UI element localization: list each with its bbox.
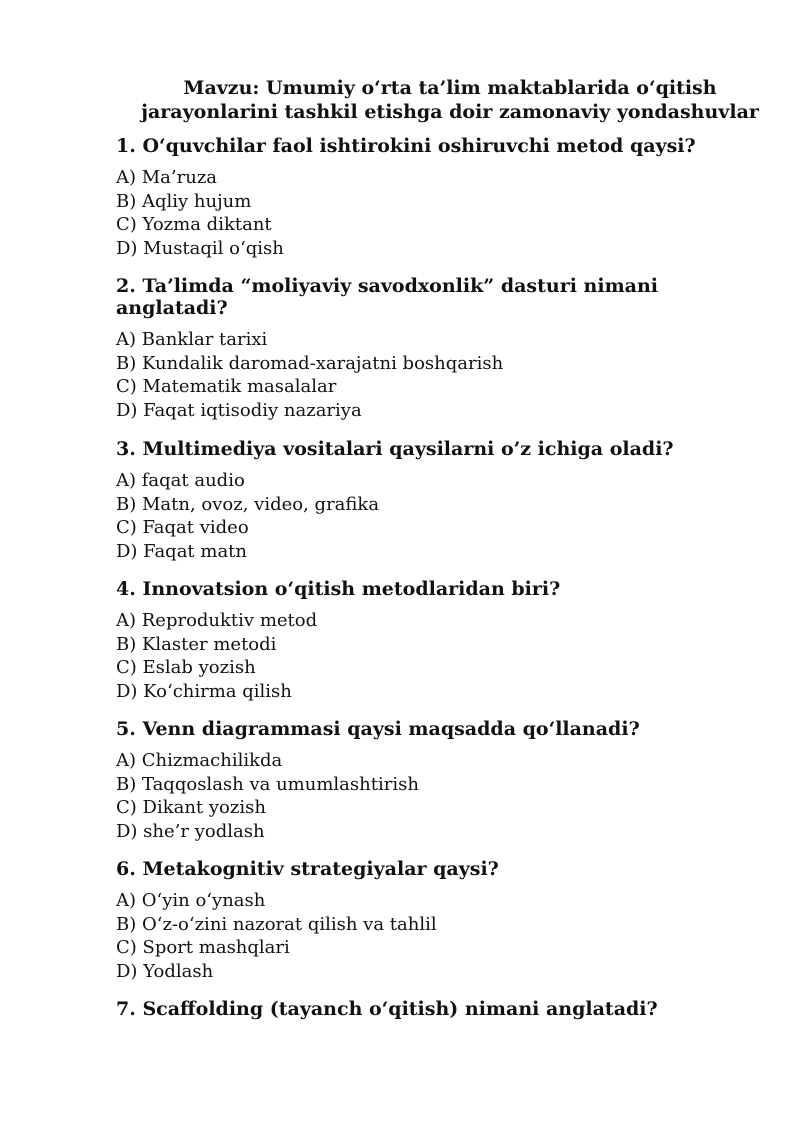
option-c: C) Eslab yozish — [116, 657, 256, 679]
option-b: B) Taqqoslash va umumlashtirish — [116, 773, 419, 795]
option-c: C) Matematik masalalar — [116, 376, 337, 398]
option-b: B) Matn, ovoz, video, grafika — [116, 493, 380, 515]
question-1-options — [116, 166, 716, 261]
question-6-options — [116, 889, 716, 984]
option-a: A) Ma’ruza — [116, 167, 218, 188]
question-6-text: 6. Metakognitiv strategiyalar qaysi? — [116, 858, 499, 880]
option-c: C) Yozma diktant — [116, 214, 272, 236]
question-5 — [116, 718, 716, 844]
document-title — [100, 76, 800, 124]
option-d: D) she’r yodlash — [116, 821, 265, 843]
title-line-2: jarayonlarini tashkil etishga doir zamonaviy yondashuvlar — [141, 101, 759, 123]
question-5-options — [116, 749, 716, 844]
option-a: A) faqat audio — [116, 470, 245, 491]
option-a: A) Banklar tarixi — [116, 329, 268, 350]
question-7 — [116, 998, 716, 1020]
option-d: D) Faqat iqtisodiy nazariya — [116, 400, 362, 422]
question-6 — [116, 858, 716, 984]
question-2-text-line-2: anglatadi? — [116, 297, 228, 319]
question-3-options — [116, 469, 716, 564]
question-1-text: 1. O‘quvchilar faol ishtirokini oshiruvchi metod qaysi? — [116, 135, 696, 157]
question-1 — [116, 135, 716, 261]
question-7-text: 7. Scaffolding (tayanch o‘qitish) nimani anglatadi? — [116, 998, 658, 1020]
question-2-options — [116, 328, 716, 423]
question-4-text: 4. Innovatsion o‘qitish metodlaridan biri? — [116, 578, 561, 600]
title-line-1: Mavzu: Umumiy o‘rta ta’lim maktablarida o‘qitish — [183, 77, 717, 99]
option-d: D) Yodlash — [116, 961, 214, 983]
option-a: A) O‘yin o‘ynash — [116, 890, 266, 911]
option-d: D) Faqat matn — [116, 541, 248, 563]
option-b: B) O‘z-o‘zini nazorat qilish va tahlil — [116, 913, 437, 935]
option-b: B) Kundalik daromad-xarajatni boshqarish — [116, 352, 504, 374]
option-c: C) Dikant yozish — [116, 797, 266, 819]
question-3 — [116, 438, 716, 564]
question-2-text-line-1: 2. Ta’limda “moliyaviy savodxonlik” dasturi nimani — [116, 275, 659, 297]
option-d: D) Ko‘chirma qilish — [116, 681, 292, 703]
question-2 — [116, 275, 716, 423]
question-3-text: 3. Multimediya vositalari qaysilarni o’z ichiga oladi? — [116, 438, 674, 460]
option-b: B) Klaster metodi — [116, 633, 277, 655]
question-4-options — [116, 609, 716, 704]
option-d: D) Mustaqil o‘qish — [116, 238, 284, 260]
option-b: B) Aqliy hujum — [116, 190, 252, 212]
option-c: C) Faqat video — [116, 517, 249, 539]
question-5-text: 5. Venn diagrammasi qaysi maqsadda qo‘llanadi? — [116, 718, 640, 740]
option-c: C) Sport mashqlari — [116, 937, 290, 959]
option-a: A) Chizmachilikda — [116, 750, 283, 771]
question-4 — [116, 578, 716, 704]
option-a: A) Reproduktiv metod — [116, 610, 318, 631]
